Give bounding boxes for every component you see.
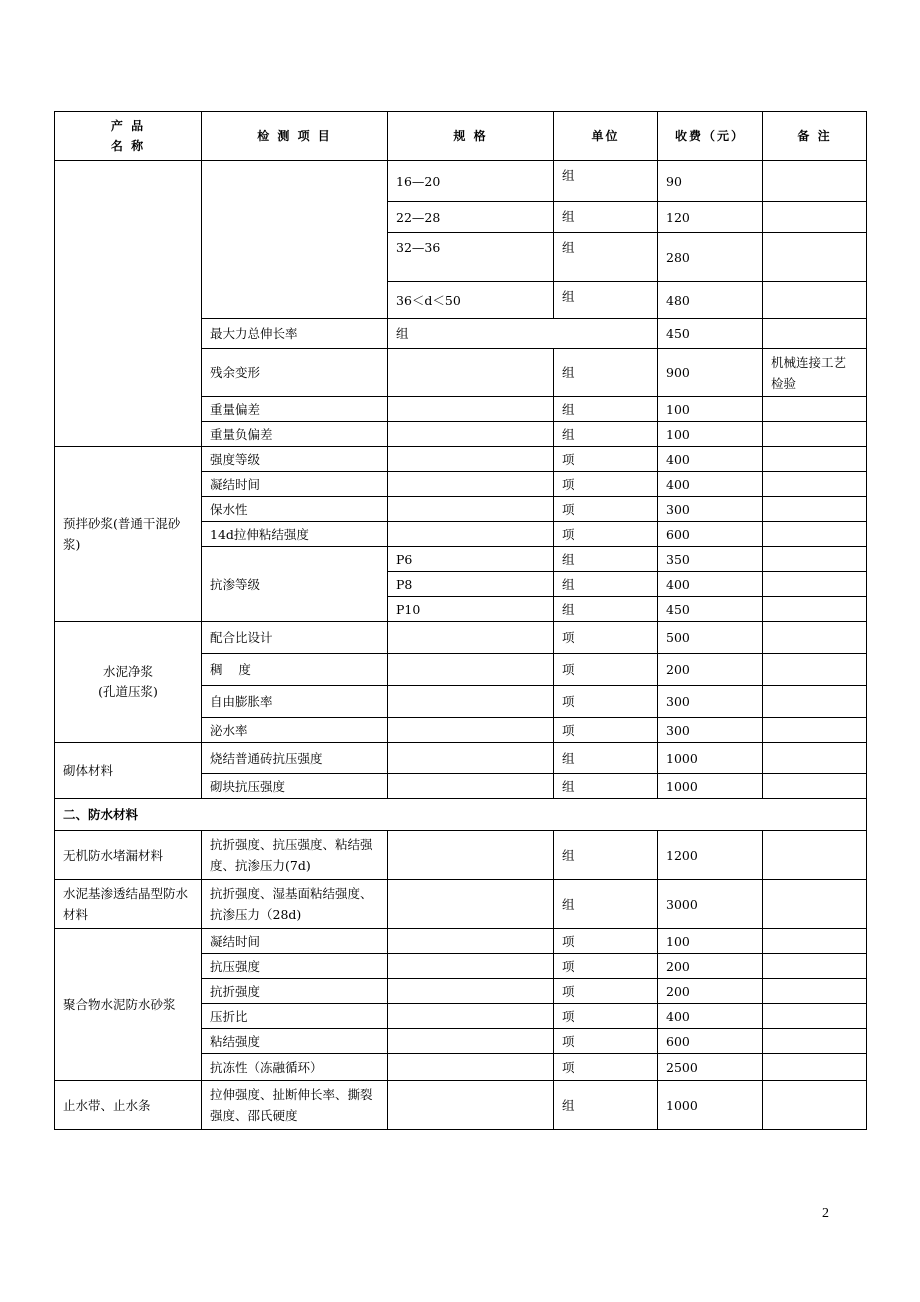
remark-cell: [763, 622, 867, 654]
remark-cell: [763, 1004, 867, 1029]
remark-cell: [763, 1054, 867, 1081]
spec-cell: P8: [388, 572, 554, 597]
remark-cell: [763, 202, 867, 233]
fee-cell: 100: [658, 929, 763, 954]
spec-cell: [388, 654, 554, 686]
page-number: 2: [822, 1206, 829, 1221]
item-cell: 最大力总伸长率: [202, 319, 388, 349]
section-title: 二、防水材料: [55, 799, 867, 831]
fee-cell: 2500: [658, 1054, 763, 1081]
spec-cell: [388, 1081, 554, 1130]
header-unit: 单位: [554, 112, 658, 161]
item-cell: 抗压强度: [202, 954, 388, 979]
unit-cell: 项: [554, 1054, 658, 1081]
unit-cell: 项: [554, 718, 658, 743]
unit-cell: 项: [554, 472, 658, 497]
fee-cell: 600: [658, 1029, 763, 1054]
unit-cell: 组: [554, 422, 658, 447]
item-cell: 抗冻性（冻融循环）: [202, 1054, 388, 1081]
spec-cell: [388, 774, 554, 799]
remark-cell: [763, 686, 867, 718]
spec-cell: [388, 979, 554, 1004]
unit-cell: 项: [554, 929, 658, 954]
item-cell: 稠 度: [202, 654, 388, 686]
remark-cell: [763, 597, 867, 622]
item-cell: 重量负偏差: [202, 422, 388, 447]
remark-cell: [763, 447, 867, 472]
spec-cell: [388, 1004, 554, 1029]
unit-cell: 组: [388, 319, 658, 349]
header-spec: 规 格: [388, 112, 554, 161]
remark-cell: [763, 654, 867, 686]
product-cell: 水泥基渗透结晶型防水材料: [55, 880, 202, 929]
unit-cell: 组: [554, 202, 658, 233]
fee-cell: 480: [658, 282, 763, 319]
item-cell: 拉伸强度、扯断伸长率、撕裂强度、邵氏硬度: [202, 1081, 388, 1130]
unit-cell: 项: [554, 622, 658, 654]
product-cell: 预拌砂浆(普通干混砂浆): [55, 447, 202, 622]
spec-cell: [388, 522, 554, 547]
unit-cell: 组: [554, 282, 658, 319]
unit-cell: 项: [554, 1004, 658, 1029]
spec-cell: 22—28: [388, 202, 554, 233]
spec-cell: [388, 831, 554, 880]
header-remark: 备 注: [763, 112, 867, 161]
unit-cell: 组: [554, 597, 658, 622]
item-cell: 凝结时间: [202, 929, 388, 954]
unit-cell: 组: [554, 743, 658, 774]
spec-cell: [388, 422, 554, 447]
fee-cell: 400: [658, 1004, 763, 1029]
remark-cell: [763, 954, 867, 979]
remark-cell: [763, 774, 867, 799]
item-cell-blank: [202, 161, 388, 319]
item-cell: 强度等级: [202, 447, 388, 472]
table-header-row: [55, 112, 867, 161]
spec-cell: [388, 622, 554, 654]
item-cell: 压折比: [202, 1004, 388, 1029]
unit-cell: 项: [554, 447, 658, 472]
item-cell: 凝结时间: [202, 472, 388, 497]
item-cell: 配合比设计: [202, 622, 388, 654]
remark-cell: [763, 522, 867, 547]
fee-cell: 100: [658, 397, 763, 422]
table-row: [55, 1081, 867, 1130]
fee-cell: 300: [658, 718, 763, 743]
fee-cell: 400: [658, 472, 763, 497]
fee-cell: 90: [658, 161, 763, 202]
fee-cell: 1000: [658, 743, 763, 774]
item-cell: 抗折强度、抗压强度、粘结强度、抗渗压力(7d): [202, 831, 388, 880]
fee-cell: 450: [658, 597, 763, 622]
table-row: [55, 831, 867, 880]
fee-cell: 400: [658, 572, 763, 597]
header-product: 产 品 名 称: [55, 112, 202, 161]
spec-cell: [388, 349, 554, 397]
fee-cell: 1000: [658, 774, 763, 799]
product-cell: 水泥净浆 (孔道压浆): [55, 622, 202, 743]
spec-cell: [388, 1029, 554, 1054]
item-cell: 14d拉伸粘结强度: [202, 522, 388, 547]
remark-cell: [763, 161, 867, 202]
remark-cell: [763, 282, 867, 319]
item-cell: 泌水率: [202, 718, 388, 743]
fee-cell: 280: [658, 233, 763, 282]
product-cell-blank: [55, 161, 202, 447]
item-cell: 残余变形: [202, 349, 388, 397]
item-cell: 重量偏差: [202, 397, 388, 422]
item-cell: 抗渗等级: [202, 547, 388, 622]
fee-cell: 1000: [658, 1081, 763, 1130]
header-item: 检 测 项 目: [202, 112, 388, 161]
remark-cell: [763, 572, 867, 597]
fee-cell: 300: [658, 686, 763, 718]
product-cell: 无机防水堵漏材料: [55, 831, 202, 880]
fee-cell: 300: [658, 497, 763, 522]
unit-cell: 项: [554, 497, 658, 522]
fee-cell: 120: [658, 202, 763, 233]
table-row: [55, 447, 867, 472]
fee-cell: 900: [658, 349, 763, 397]
fee-cell: 200: [658, 979, 763, 1004]
item-cell: 烧结普通砖抗压强度: [202, 743, 388, 774]
unit-cell: 组: [554, 161, 658, 202]
unit-cell: 项: [554, 979, 658, 1004]
unit-cell: 组: [554, 831, 658, 880]
remark-cell: [763, 319, 867, 349]
remark-cell: [763, 472, 867, 497]
spec-cell: [388, 497, 554, 522]
fee-cell: 1200: [658, 831, 763, 880]
fee-cell: 600: [658, 522, 763, 547]
remark-cell: [763, 422, 867, 447]
fee-cell: 350: [658, 547, 763, 572]
remark-cell: [763, 929, 867, 954]
product-cell: 聚合物水泥防水砂浆: [55, 929, 202, 1081]
unit-cell: 项: [554, 654, 658, 686]
table-row: [55, 929, 867, 954]
spec-cell: [388, 447, 554, 472]
unit-cell: 项: [554, 522, 658, 547]
remark-cell: 机械连接工艺检验: [763, 349, 867, 397]
item-cell: 自由膨胀率: [202, 686, 388, 718]
item-cell: 抗折强度、湿基面粘结强度、抗渗压力（28d): [202, 880, 388, 929]
spec-cell: [388, 718, 554, 743]
table-row: [55, 743, 867, 774]
remark-cell: [763, 547, 867, 572]
unit-cell: 项: [554, 686, 658, 718]
remark-cell: [763, 1029, 867, 1054]
spec-cell: [388, 472, 554, 497]
spec-cell: [388, 743, 554, 774]
spec-cell: 36＜d＜50: [388, 282, 554, 319]
remark-cell: [763, 497, 867, 522]
remark-cell: [763, 979, 867, 1004]
product-cell: 止水带、止水条: [55, 1081, 202, 1130]
remark-cell: [763, 880, 867, 929]
table-row: [55, 161, 867, 202]
unit-cell: 项: [554, 1029, 658, 1054]
header-fee: 收费（元）: [658, 112, 763, 161]
spec-cell: [388, 954, 554, 979]
item-cell: 抗折强度: [202, 979, 388, 1004]
spec-cell: P10: [388, 597, 554, 622]
spec-cell: P6: [388, 547, 554, 572]
unit-cell: 组: [554, 397, 658, 422]
unit-cell: 组: [554, 774, 658, 799]
fee-cell: 500: [658, 622, 763, 654]
fee-cell: 200: [658, 954, 763, 979]
remark-cell: [763, 397, 867, 422]
spec-cell: [388, 686, 554, 718]
table-row: [55, 880, 867, 929]
unit-cell: 组: [554, 233, 658, 282]
unit-cell: 组: [554, 547, 658, 572]
spec-cell: [388, 929, 554, 954]
spec-cell: [388, 397, 554, 422]
fee-cell: 3000: [658, 880, 763, 929]
unit-cell: 项: [554, 954, 658, 979]
unit-cell: 组: [554, 1081, 658, 1130]
fee-cell: 450: [658, 319, 763, 349]
remark-cell: [763, 233, 867, 282]
section-row: [55, 799, 867, 831]
item-cell: 保水性: [202, 497, 388, 522]
remark-cell: [763, 1081, 867, 1130]
unit-cell: 组: [554, 349, 658, 397]
spec-cell: [388, 1054, 554, 1081]
remark-cell: [763, 718, 867, 743]
product-cell: 砌体材料: [55, 743, 202, 799]
remark-cell: [763, 831, 867, 880]
remark-cell: [763, 743, 867, 774]
table-row: [55, 622, 867, 654]
unit-cell: 组: [554, 880, 658, 929]
fee-table: [54, 111, 867, 1130]
spec-cell: 32—36: [388, 233, 554, 282]
fee-cell: 200: [658, 654, 763, 686]
fee-cell: 100: [658, 422, 763, 447]
item-cell: 砌块抗压强度: [202, 774, 388, 799]
unit-cell: 组: [554, 572, 658, 597]
fee-cell: 400: [658, 447, 763, 472]
item-cell: 粘结强度: [202, 1029, 388, 1054]
spec-cell: 16—20: [388, 161, 554, 202]
spec-cell: [388, 880, 554, 929]
